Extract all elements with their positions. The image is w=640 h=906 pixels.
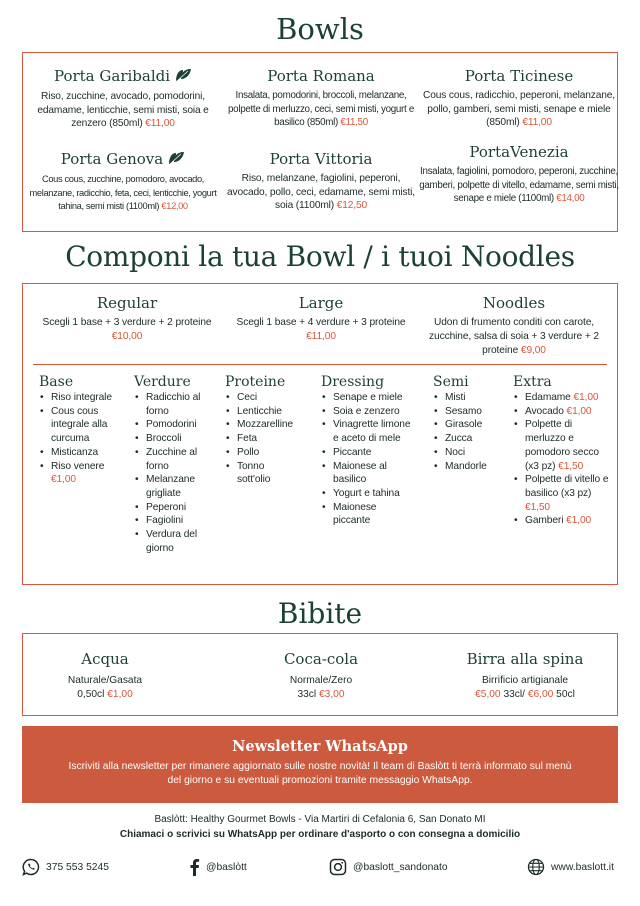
instagram-contact[interactable] bbox=[329, 857, 448, 877]
bowl-name: PortaVenezia bbox=[469, 143, 569, 161]
size-noodles bbox=[419, 294, 609, 358]
list-item: • Ceci bbox=[225, 391, 313, 405]
newsletter-title: Newsletter WhatsApp bbox=[232, 738, 408, 755]
base-column bbox=[39, 374, 127, 487]
bowl-price: €12,50 bbox=[336, 200, 367, 211]
bowls-box bbox=[22, 52, 618, 232]
size-description: Scegli 1 base + 3 verdure + 2 proteine bbox=[42, 317, 212, 328]
list-item: • Broccoli bbox=[134, 432, 219, 446]
list-item: • Peperoni bbox=[134, 501, 219, 515]
list-item: • Vinagrette limone e aceto di mele bbox=[321, 418, 413, 445]
list-item: • Riso venere bbox=[39, 460, 127, 474]
drink-variant: Normale/Zero bbox=[289, 675, 353, 686]
bowls-title: Bowls bbox=[276, 12, 364, 46]
bowl-porta-venezia bbox=[419, 143, 619, 206]
drink-price: €6,00 bbox=[527, 689, 554, 700]
size-price: €9,00 bbox=[520, 345, 546, 356]
bowl-price: €14,00 bbox=[556, 193, 585, 204]
list-item: • Feta bbox=[225, 432, 313, 446]
list-item bbox=[513, 514, 613, 528]
bowl-porta-ticinese bbox=[419, 67, 619, 130]
dressing-column bbox=[321, 374, 421, 528]
facebook-icon bbox=[188, 858, 200, 876]
list-item: • Lenticchie bbox=[225, 405, 313, 419]
drink-coca-cola bbox=[221, 650, 421, 702]
list-item: • Radicchio al forno bbox=[134, 391, 219, 418]
footer-address: Baslòtt: Healthy Gourmet Bowls - Via Martiri di Cefalonia 6, San Donato MI bbox=[154, 814, 486, 825]
list-item: • Pomodorini bbox=[134, 418, 219, 432]
divider bbox=[33, 364, 607, 365]
extra-name: Edamame bbox=[525, 392, 571, 403]
list-item: • Noci bbox=[433, 446, 513, 460]
size-name: Regular bbox=[96, 294, 158, 312]
phone-number: 375 553 5245 bbox=[46, 861, 109, 873]
bibite-box bbox=[22, 633, 618, 716]
drink-name: Birra alla spina bbox=[466, 650, 584, 668]
bowl-name: Porta Genova bbox=[60, 150, 164, 168]
list-item: • Yogurt e tahina bbox=[321, 487, 421, 501]
drink-price: €5,00 bbox=[475, 689, 501, 700]
size-price: €10,00 bbox=[111, 331, 143, 342]
size-price: €11,00 bbox=[306, 331, 336, 342]
size-description: Udon di frumento conditi con carote, zucchine, salsa di soia + 3 verdure + 2 proteine bbox=[429, 317, 599, 356]
vegetarian-leaf-icon bbox=[175, 68, 192, 86]
column-title: Extra bbox=[513, 374, 552, 390]
list-item: • Fagiolini bbox=[134, 514, 219, 528]
componi-title: Componi la tua Bowl / i tuoi Noodles bbox=[65, 240, 575, 273]
price: €1,00 bbox=[51, 474, 76, 486]
column-title: Base bbox=[39, 374, 74, 390]
drink-size: 0,50cl bbox=[77, 689, 105, 700]
bowl-description: Riso, melanzane, fagiolini, peperoni, avocado, pollo, ceci, edamame, semi misti, soia (1100ml) bbox=[227, 173, 415, 211]
facebook-handle: @baslòtt bbox=[206, 861, 247, 873]
column-title: Verdure bbox=[134, 374, 191, 390]
drink-name: Coca-cola bbox=[283, 650, 359, 668]
bowl-price: €11,00 bbox=[522, 117, 552, 128]
drink-price: €1,00 bbox=[107, 689, 133, 700]
price: €1,00 bbox=[566, 405, 592, 417]
list-item: • Girasole bbox=[433, 418, 513, 432]
bowl-porta-vittoria bbox=[221, 150, 421, 213]
bowl-price: €11,50 bbox=[340, 117, 368, 128]
bowl-name: Porta Ticinese bbox=[464, 67, 574, 85]
footer-cta: Chiamaci o scrivici su WhatsApp per ordinare d'asporto o con consegna a domicilio bbox=[119, 829, 521, 840]
bowl-price: €12,00 bbox=[161, 201, 188, 211]
drink-size: 33cl bbox=[297, 689, 317, 700]
drink-name: Acqua bbox=[81, 650, 129, 668]
drink-size: 50cl bbox=[556, 689, 575, 700]
list-item: • Zucca bbox=[433, 432, 513, 446]
instagram-handle: @baslott_sandonato bbox=[353, 861, 448, 873]
proteine-column bbox=[225, 374, 313, 487]
list-item: • Misti bbox=[433, 391, 513, 405]
size-name: Large bbox=[298, 294, 344, 312]
price: €1,50 bbox=[525, 501, 550, 513]
list-item: • Melanzane grigliate bbox=[134, 473, 219, 500]
column-title: Proteine bbox=[225, 374, 286, 390]
extra-name: Gamberi bbox=[525, 515, 564, 527]
size-name: Noodles bbox=[482, 294, 546, 312]
list-item: • Mandorle bbox=[433, 460, 513, 474]
list-item: • Tonno sott'olio bbox=[225, 460, 285, 487]
drink-size: 33cl/ bbox=[503, 689, 525, 700]
bowl-porta-romana bbox=[221, 67, 421, 130]
extra-price bbox=[39, 473, 127, 487]
list-item: • Mozzarelline bbox=[225, 418, 313, 432]
list-item: • Maionese piccante bbox=[321, 501, 396, 528]
list-item: • Misticanza bbox=[39, 446, 127, 460]
size-description: Scegli 1 base + 4 verdure + 3 proteine bbox=[236, 317, 406, 328]
price: €1,50 bbox=[558, 460, 584, 472]
drink-variant: Birrificio artigianale bbox=[481, 675, 569, 686]
extra-column bbox=[513, 374, 613, 528]
list-item: • Zucchine al forno bbox=[134, 446, 219, 473]
list-item: • Riso integrale bbox=[39, 391, 127, 405]
list-item: • Piccante bbox=[321, 446, 421, 460]
globe-icon bbox=[527, 858, 545, 876]
bowl-name: Porta Garibaldi bbox=[53, 67, 171, 85]
whatsapp-icon bbox=[22, 858, 40, 876]
price: €1,00 bbox=[573, 392, 599, 403]
bowl-porta-garibaldi bbox=[23, 67, 223, 131]
drink-price: €3,00 bbox=[319, 689, 345, 700]
semi-column bbox=[433, 374, 513, 473]
bibite-title: Bibite bbox=[277, 597, 363, 630]
bowl-description: Insalata, pomodorini, broccoli, melanzane, polpette di merluzzo, ceci, semi misti, yogurt e basilico (850ml) bbox=[228, 90, 414, 128]
vegetarian-leaf-icon bbox=[168, 151, 185, 169]
list-item bbox=[513, 391, 613, 405]
bowl-description: Riso, zucchine, avocado, pomodorini, edamame, lenticchie, semi misti, soia e zenzero (850ml) bbox=[37, 91, 209, 129]
price: €1,00 bbox=[566, 515, 592, 527]
list-item: • Sesamo bbox=[433, 405, 513, 419]
list-item: • Cous cous integrale alla curcuma bbox=[39, 405, 127, 446]
column-title: Semi bbox=[433, 374, 469, 390]
newsletter-text: Iscriviti alla newsletter per rimanere aggiornato sulle nostre novità! Il team di Baslòtt ti terrà informato sul menù del giorno e su eventuali promozioni tramite messaggio WhatsApp. bbox=[68, 761, 572, 786]
bowl-porta-genova bbox=[23, 150, 223, 214]
list-item bbox=[513, 418, 609, 473]
list-item bbox=[513, 473, 609, 514]
bowl-name: Porta Romana bbox=[267, 67, 375, 85]
size-large bbox=[221, 294, 421, 344]
bowl-description: Cous cous, radicchio, peperoni, melanzane, pollo, gamberi, semi misti, senape e miele (850ml) bbox=[423, 90, 615, 128]
bowl-description: Insalata, fagiolini, pomodoro, peperoni, zucchine, gamberi, polpette di vitello, edamame, semi misti, senape e miele (1100ml) bbox=[419, 166, 619, 204]
column-title: Dressing bbox=[321, 374, 385, 390]
list-item: • Verdura del giorno bbox=[134, 528, 219, 555]
list-item: • Senape e miele bbox=[321, 391, 421, 405]
drink-birra bbox=[425, 650, 625, 702]
size-regular bbox=[27, 294, 227, 344]
bowl-name: Porta Vittoria bbox=[269, 150, 373, 168]
list-item: • Soia e zenzero bbox=[321, 405, 421, 419]
newsletter-banner[interactable] bbox=[22, 726, 618, 803]
list-item: • Maionese al basilico bbox=[321, 460, 401, 487]
verdure-column bbox=[134, 374, 219, 555]
website-url: www.baslott.it bbox=[551, 861, 614, 873]
drink-acqua bbox=[5, 650, 205, 702]
componi-box bbox=[22, 283, 618, 585]
list-item bbox=[513, 405, 613, 419]
list-item: • Pollo bbox=[225, 446, 313, 460]
phone-contact[interactable] bbox=[22, 857, 109, 877]
footer-info bbox=[0, 812, 640, 842]
extra-name: Polpette di vitello e basilico (x3 pz) bbox=[525, 474, 609, 499]
bowl-price: €11,00 bbox=[145, 118, 175, 129]
facebook-contact[interactable] bbox=[188, 857, 247, 877]
extra-name: Polpette di merluzzo e pomodoro secco (x3 pz) bbox=[525, 419, 599, 472]
bowl-description: Cous cous, zucchine, pomodoro, avocado, melanzane, radicchio, feta, ceci, lenticchie, yogurt tahina, semi misti (1100ml) bbox=[29, 174, 217, 211]
instagram-icon bbox=[329, 858, 347, 876]
extra-name: Avocado bbox=[525, 405, 564, 417]
website-contact[interactable] bbox=[527, 857, 614, 877]
drink-variant: Naturale/Gasata bbox=[67, 675, 143, 686]
